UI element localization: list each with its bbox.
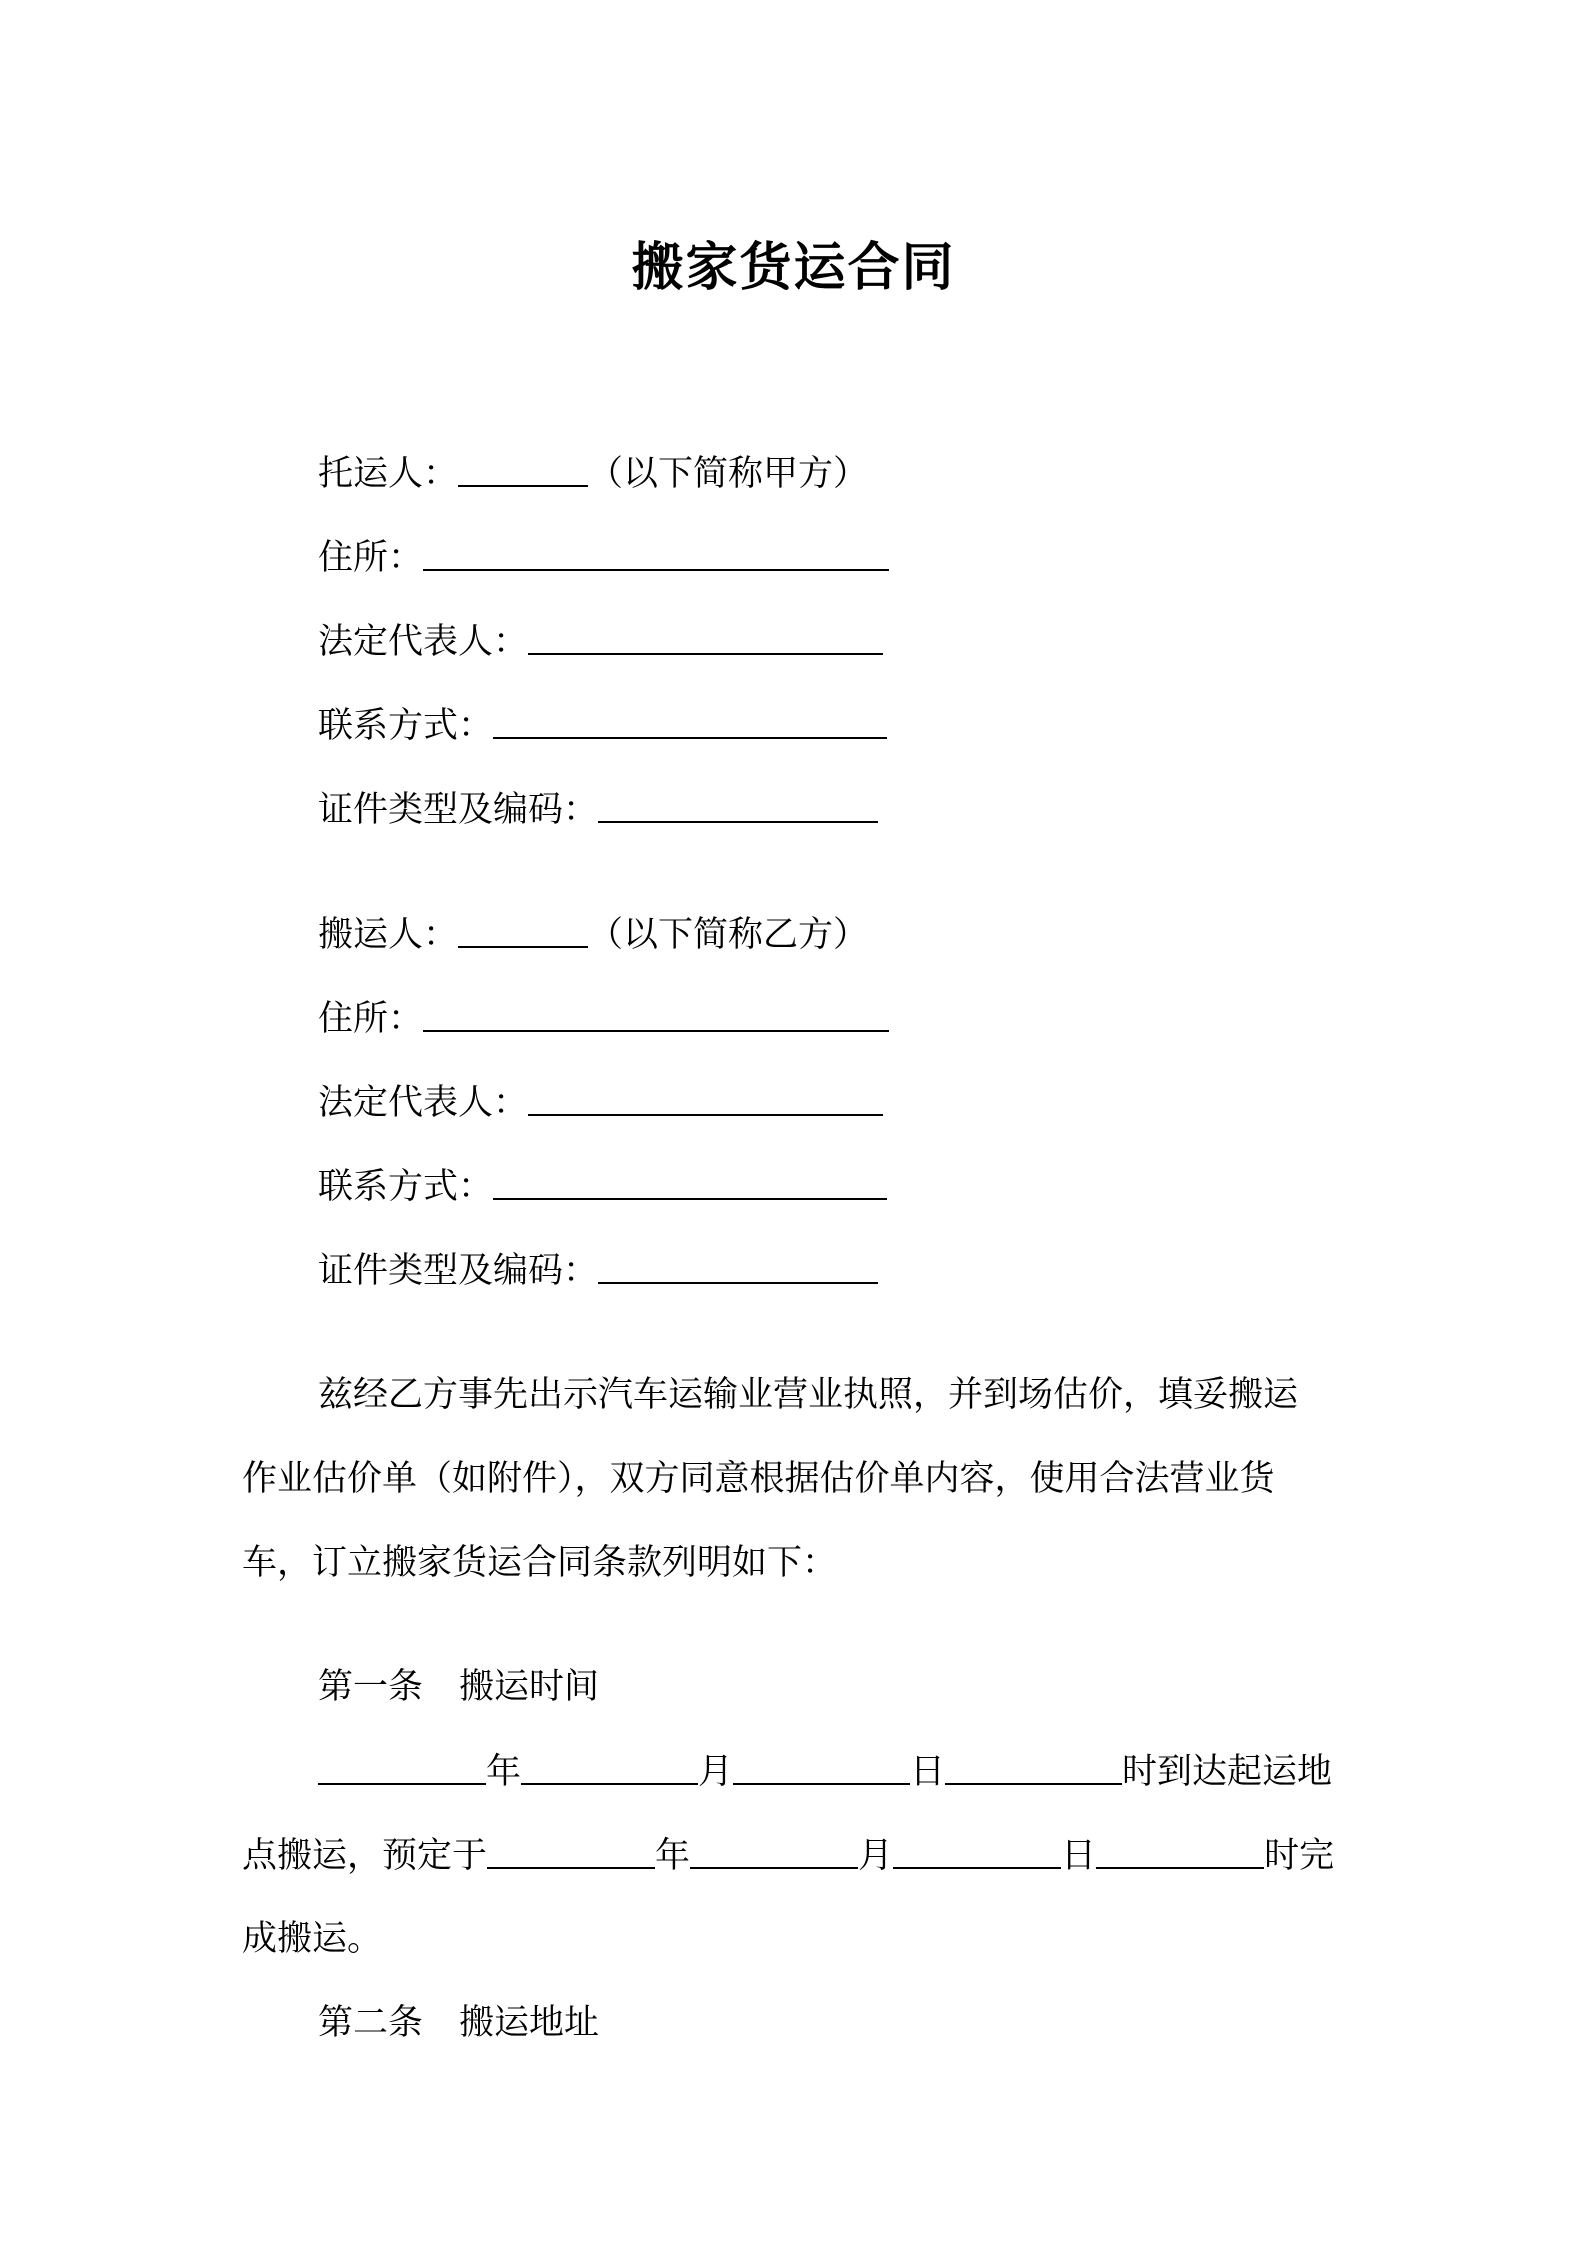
- article-2-heading: [318, 1993, 599, 2053]
- document-title: 搬家货运合同: [631, 238, 956, 298]
- party-b-contact-blank[interactable]: [493, 1158, 887, 1200]
- party-a-id-label: 证件类型及编码：: [318, 790, 599, 830]
- article-1-line-3: 成搬运。: [242, 1919, 383, 1959]
- party-a-role-suffix: （以下简称甲方）: [588, 454, 869, 494]
- preamble-line-3: 车，订立搬家货运合同条款列明如下：: [242, 1543, 838, 1583]
- party-b-contact-label: 联系方式：: [318, 1167, 494, 1207]
- end-day-label: 日: [1061, 1836, 1097, 1876]
- start-day-label: 日: [910, 1752, 946, 1792]
- party-a-rep-blank[interactable]: [528, 613, 883, 655]
- party-b-rep-label: 法定代表人：: [318, 1083, 529, 1123]
- end-year-label: 年: [655, 1836, 691, 1876]
- preamble-line-1: 兹经乙方事先出示汽车运输业营业执照，并到场估价，填妥搬运: [318, 1375, 1299, 1415]
- party-b-address-line: [318, 988, 889, 1049]
- article-1-number: 第一条: [318, 1667, 424, 1707]
- start-month-label: 月: [698, 1752, 734, 1792]
- article-1-title: 搬运时间: [459, 1667, 600, 1707]
- end-year-blank[interactable]: [487, 1827, 655, 1869]
- party-a-contact-label: 联系方式：: [318, 706, 494, 746]
- party-a-address-blank[interactable]: [423, 529, 889, 571]
- article-1-end-time-line: [242, 1825, 1334, 1886]
- party-a-shipper-line: [318, 443, 868, 504]
- start-hour-blank[interactable]: [945, 1743, 1122, 1785]
- party-b-id-label: 证件类型及编码：: [318, 1251, 599, 1291]
- start-year-label: 年: [486, 1752, 522, 1792]
- party-a-rep-line: [318, 611, 883, 672]
- end-hour-blank[interactable]: [1096, 1827, 1264, 1869]
- party-b-carrier-line: [318, 904, 868, 965]
- party-a-id-line: [318, 779, 878, 840]
- party-b-role-label: 搬运人：: [318, 915, 459, 955]
- end-month-label: 月: [858, 1836, 894, 1876]
- party-b-name-blank[interactable]: [458, 906, 588, 948]
- start-year-blank[interactable]: [318, 1743, 486, 1785]
- party-a-role-label: 托运人：: [318, 454, 459, 494]
- start-day-blank[interactable]: [733, 1743, 910, 1785]
- party-a-address-line: [318, 527, 889, 588]
- article-1-line2-prefix: 点搬运，预定于: [242, 1836, 488, 1876]
- party-b-id-blank[interactable]: [598, 1242, 878, 1284]
- party-b-rep-blank[interactable]: [528, 1074, 883, 1116]
- party-a-address-label: 住所：: [318, 538, 424, 578]
- party-a-contact-line: [318, 695, 887, 756]
- article-1-start-time-line: [318, 1741, 1332, 1802]
- party-b-address-label: 住所：: [318, 999, 424, 1039]
- preamble-line-2: 作业估价单（如附件），双方同意根据估价单内容，使用合法营业货: [242, 1459, 1275, 1499]
- party-a-id-blank[interactable]: [598, 781, 878, 823]
- party-b-role-suffix: （以下简称乙方）: [588, 915, 869, 955]
- article-2-number: 第二条: [318, 2003, 424, 2043]
- party-b-address-blank[interactable]: [423, 990, 889, 1032]
- arrive-text: 时到达起运地: [1122, 1752, 1333, 1792]
- article-1-heading: [318, 1657, 599, 1717]
- party-b-id-line: [318, 1240, 878, 1301]
- start-month-blank[interactable]: [521, 1743, 698, 1785]
- party-b-rep-line: [318, 1072, 883, 1133]
- party-a-rep-label: 法定代表人：: [318, 622, 529, 662]
- article-2-title: 搬运地址: [459, 2003, 600, 2043]
- complete-text: 时完: [1264, 1836, 1335, 1876]
- end-day-blank[interactable]: [893, 1827, 1061, 1869]
- party-a-contact-blank[interactable]: [493, 697, 887, 739]
- end-month-blank[interactable]: [690, 1827, 858, 1869]
- party-a-name-blank[interactable]: [458, 445, 588, 487]
- party-b-contact-line: [318, 1156, 887, 1217]
